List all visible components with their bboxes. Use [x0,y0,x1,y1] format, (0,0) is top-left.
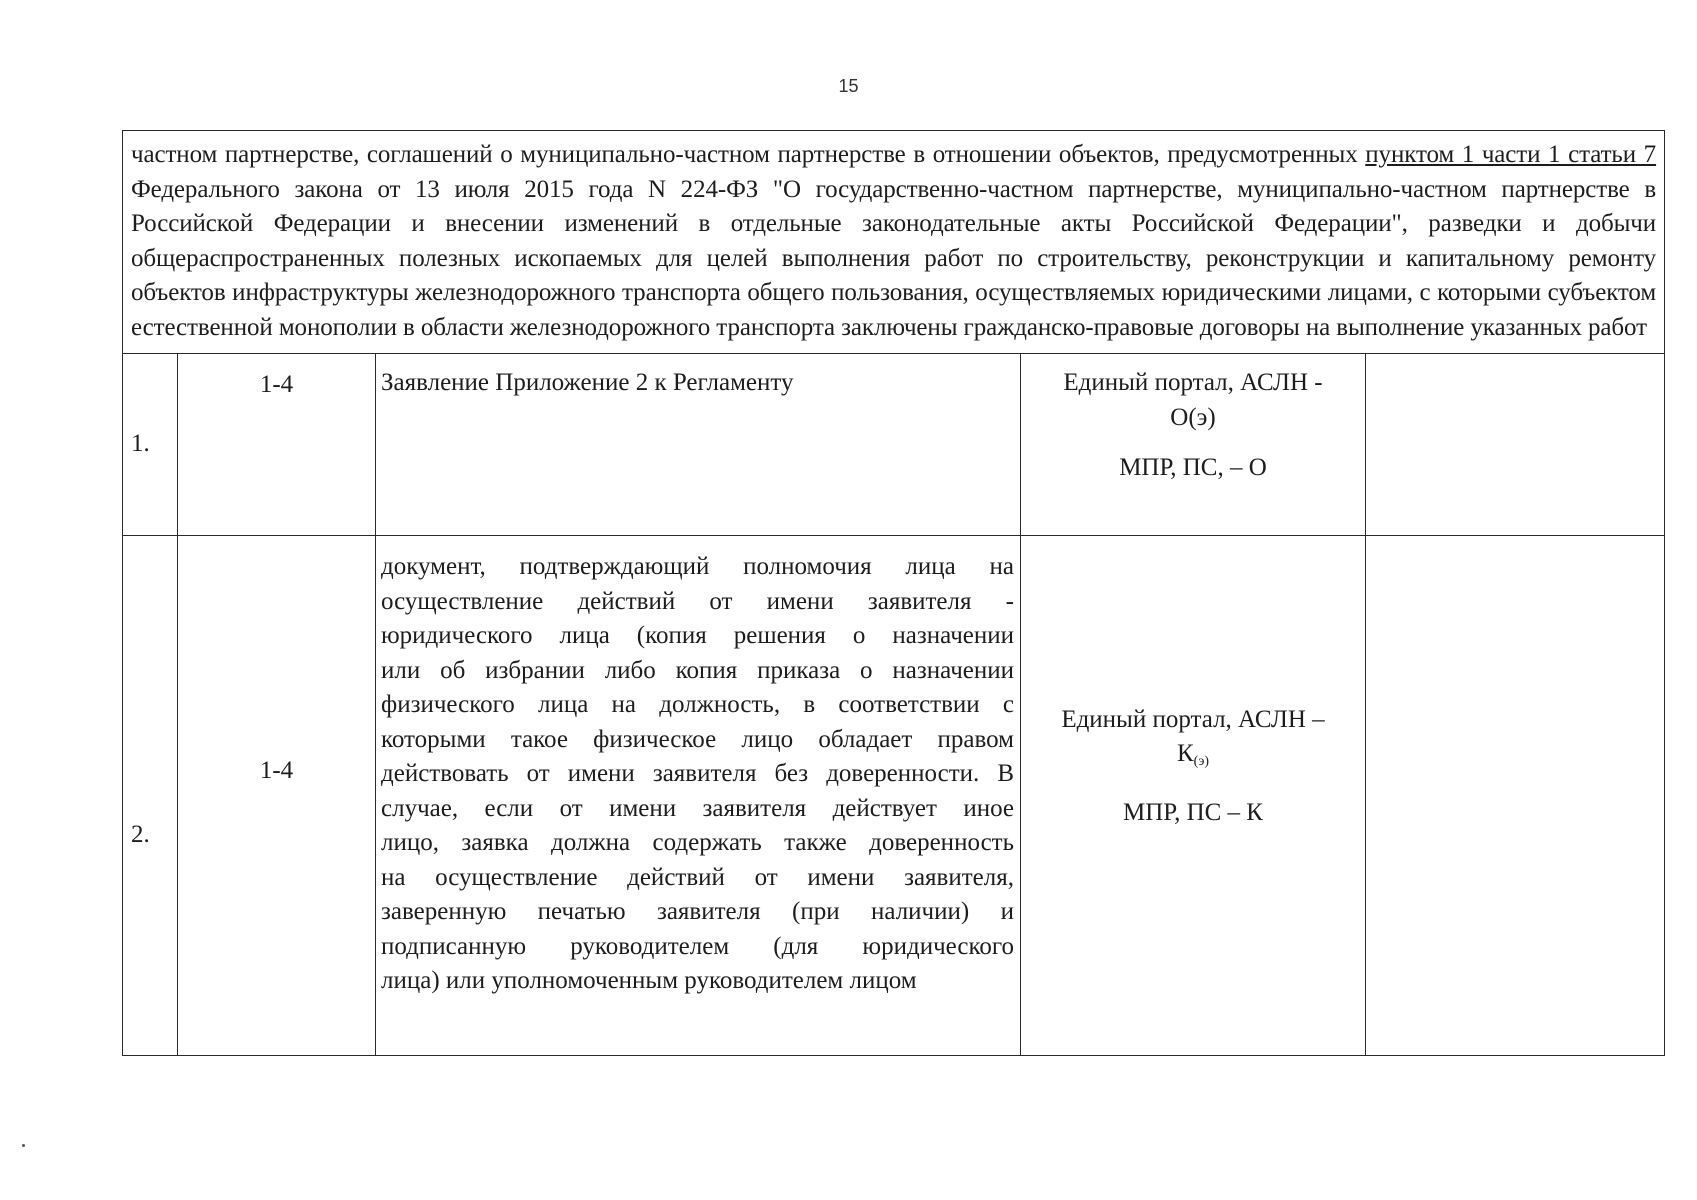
intro-row [123,131,1665,354]
table-row [123,354,1665,536]
row-number-text: 1. [131,430,150,458]
source-line-subscript: (э) [1193,754,1210,770]
row-source [1021,536,1366,1056]
row-range-text: 1-4 [259,757,294,785]
row-range-text: 1-4 [259,371,294,398]
description-line: лица) или уполномоченным руководителем лицом [381,967,917,994]
source-line: Единый портал, АСЛН - [1063,369,1323,396]
description-line: юридического лица (копия решения о назначении [381,622,1014,649]
description-line: заверенную печатью заявителя (при наличии) и [381,898,1014,925]
table-row [123,536,1665,1056]
source-line: О(э) [1170,403,1216,431]
row-description [376,354,1021,536]
description-line: лицо, заявка должна содержать также доверенность [381,829,1014,856]
description-line: действовать от имени заявителя без доверенности. В [381,760,1014,787]
row-number-text: 2. [131,821,150,849]
source-line-main: К [1176,740,1194,768]
row-range [178,354,376,536]
description-line: которыми такое физическое лицо обладает правом [381,725,1014,753]
source-line: МПР, ПС – К [1123,798,1263,826]
description-line: физического лица на должность, в соответствии с [381,691,1014,718]
description-line: документ, подтверждающий полномочия лица на [381,553,1014,580]
row-note [1366,536,1665,1056]
row-description [376,536,1021,1056]
intro-cell [123,131,1665,354]
requirements-table [122,130,1665,1056]
description-line: осуществление действий от имени заявителя - [381,587,1014,615]
row-description-text: Заявление Приложение 2 к Регламенту [381,369,794,396]
scan-speck [22,1144,25,1147]
source-line: МПР, ПС, – О [1119,454,1267,481]
row-number [123,354,178,536]
description-line: случае, если от имени заявителя действует иное [381,794,1014,822]
intro-text-part1: частном партнерстве, соглашений о муниципально-частном партнерстве в отношении объектов, предусмотренных [131,141,1366,168]
description-line: на осуществление действий от имени заявителя, [381,863,1014,891]
intro-text-part2: Федерального закона от 13 июля 2015 года N 224-ФЗ "О государственно-частном партнерстве, муниципально-частном партнерстве в Российской Федерации и внесении изменений в отдельные законодательные акты Российской Федерации", разведки и добычи общераспространенных полезных ископаемых для целей выполнения работ по строительству, реконструкции и капитальному ремонту объектов инфраструктуры железнодорожного транспорта общего пользования, осуществляемых юридическими лицами, с которыми субъектом естественной монополии в области железнодорожного транспорта заключены гражданско-правовые договоры на выполнение указанных работ [131,175,1657,341]
law-reference-link[interactable]: пунктом 1 части 1 статьи 7 [1365,141,1657,168]
description-line: или об избрании либо копия приказа о назначении [381,656,1014,684]
row-range [178,536,376,1056]
source-line: Единый портал, АСЛН – [1061,705,1325,733]
page-number: 15 [838,76,859,96]
row-number [123,536,178,1056]
source-line [1031,737,1355,780]
row-source [1021,354,1366,536]
row-note [1366,354,1665,536]
description-line: подписанную руководителем (для юридического [381,932,1014,960]
